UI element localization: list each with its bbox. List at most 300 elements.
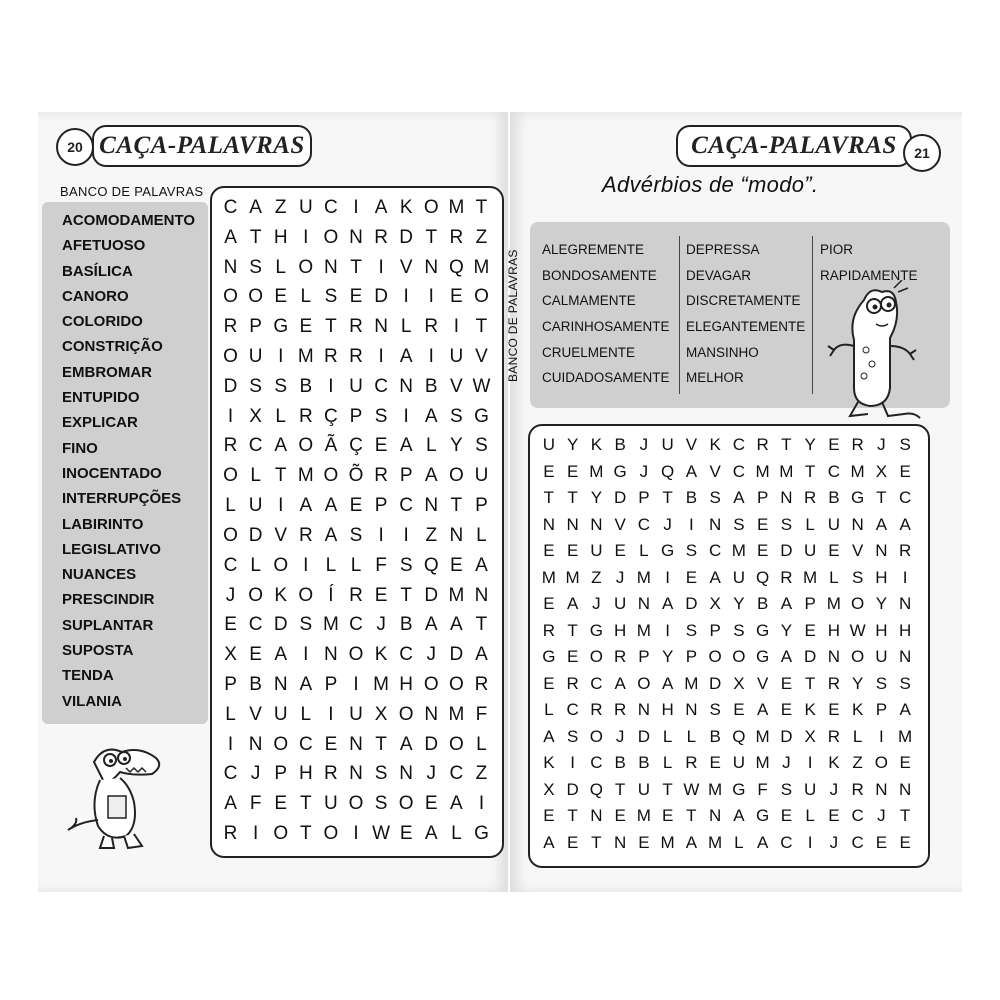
grid-letter: R xyxy=(298,524,313,546)
grid-letter: E xyxy=(780,673,793,693)
word-bank-item: ELEGANTEMENTE xyxy=(686,319,806,335)
word-bank-item: AFETUOSO xyxy=(62,237,146,255)
grid-letter: N xyxy=(349,226,363,248)
right-page-title: CAÇA-PALAVRAS xyxy=(676,125,912,167)
word-bank-item: VILANIA xyxy=(62,692,122,710)
grid-letter: S xyxy=(899,435,911,455)
grid-letter: A xyxy=(299,673,313,695)
grid-letter: P xyxy=(756,488,769,508)
grid-letter: B xyxy=(399,614,413,636)
grid-letter: A xyxy=(899,514,911,534)
grid-letter: I xyxy=(403,405,409,427)
grid-letter: O xyxy=(248,584,264,606)
grid-letter: Ç xyxy=(324,405,338,427)
grid-letter: I xyxy=(252,823,259,845)
grid-letter: I xyxy=(278,495,284,517)
grid-letter: D xyxy=(223,375,238,397)
grid-letter: T xyxy=(325,316,337,338)
grid-letter: B xyxy=(614,435,626,455)
grid-letter: T xyxy=(375,733,387,755)
grid-letter: U xyxy=(324,793,338,815)
grid-letter: U xyxy=(349,703,363,725)
grid-letter: E xyxy=(399,823,413,845)
right-page-subtitle: Advérbios de “modo”. xyxy=(602,172,819,197)
grid-letter: E xyxy=(374,584,388,606)
grid-letter: Q xyxy=(589,779,603,799)
grid-letter: V xyxy=(249,703,262,725)
grid-letter: D xyxy=(708,673,722,693)
grid-letter: M xyxy=(708,832,723,852)
grid-letter: I xyxy=(227,733,234,755)
grid-letter: U xyxy=(732,753,746,773)
word-bank-item: BASÍLICA xyxy=(62,262,133,280)
grid-letter: R xyxy=(851,779,864,799)
grid-letter: M xyxy=(731,541,746,561)
grid-letter: E xyxy=(374,435,388,457)
word-bank-item: COLORIDO xyxy=(62,313,143,331)
grid-letter: I xyxy=(879,726,884,746)
grid-letter: N xyxy=(424,256,439,278)
grid-letter: I xyxy=(403,286,409,308)
grid-letter: O xyxy=(223,465,238,487)
grid-letter: E xyxy=(543,806,555,826)
grid-letter: A xyxy=(475,644,488,666)
grid-letter: I xyxy=(453,316,459,338)
grid-letter: N xyxy=(248,733,263,755)
grid-letter: M xyxy=(660,832,675,852)
grid-letter: E xyxy=(756,514,769,534)
grid-letter: E xyxy=(733,700,745,720)
grid-letter: L xyxy=(225,495,236,517)
grid-letter: E xyxy=(804,620,816,640)
grid-letter: C xyxy=(732,435,746,455)
grid-letter: R xyxy=(590,700,603,720)
grid-letter: A xyxy=(424,465,438,487)
grid-letter: T xyxy=(475,614,488,636)
grid-letter: B xyxy=(685,488,698,508)
grid-letter: F xyxy=(475,703,488,725)
grid-letter: P xyxy=(475,495,488,517)
grid-letter: D xyxy=(399,226,414,248)
grid-letter: E xyxy=(543,594,555,614)
grid-letter: S xyxy=(733,514,745,534)
grid-letter: K xyxy=(543,753,555,773)
grid-letter: L xyxy=(275,405,286,427)
word-bank-item: CRUELMENTE xyxy=(542,344,636,360)
grid-letter: C xyxy=(827,461,841,481)
grid-letter: Q xyxy=(423,554,439,576)
grid-letter: S xyxy=(899,673,911,693)
grid-letter: R xyxy=(827,726,841,746)
grid-letter: V xyxy=(709,461,721,481)
grid-letter: I xyxy=(403,524,409,546)
grid-letter: L xyxy=(544,700,554,720)
grid-letter: R xyxy=(613,700,627,720)
grid-letter: B xyxy=(249,673,262,695)
grid-letter: X xyxy=(733,673,745,693)
grid-letter: I xyxy=(570,753,575,773)
grid-letter: R xyxy=(324,763,338,785)
grid-letter: V xyxy=(756,673,769,693)
grid-letter: M xyxy=(373,673,389,695)
grid-letter: E xyxy=(324,733,338,755)
grid-letter: L xyxy=(350,554,362,576)
grid-letter: K xyxy=(274,584,288,606)
grid-letter: A xyxy=(614,673,626,693)
grid-letter: T xyxy=(804,673,816,693)
grid-letter: T xyxy=(300,823,312,845)
lizard-mascot-icon xyxy=(824,280,928,426)
grid-letter: E xyxy=(543,461,555,481)
grid-letter: G xyxy=(589,620,603,640)
left-word-bank xyxy=(62,208,195,714)
grid-letter: K xyxy=(374,644,388,666)
left-page-number: 20 xyxy=(56,128,94,166)
grid-letter: A xyxy=(450,614,463,636)
grid-letter: S xyxy=(875,673,888,693)
grid-letter: K xyxy=(804,700,816,720)
grid-letter: L xyxy=(325,554,337,576)
grid-letter: R xyxy=(223,435,238,457)
grid-letter: Q xyxy=(756,567,770,587)
grid-letter: T xyxy=(274,465,287,487)
grid-letter: S xyxy=(780,779,793,799)
right-page-number: 21 xyxy=(903,134,941,172)
grid-letter: T xyxy=(450,495,463,517)
grid-letter: Y xyxy=(590,488,603,508)
grid-letter: C xyxy=(590,753,603,773)
grid-letter: U xyxy=(803,541,817,561)
grid-letter: T xyxy=(614,779,626,799)
grid-letter: E xyxy=(349,286,363,308)
grid-letter: N xyxy=(708,514,722,534)
grid-letter: E xyxy=(899,461,911,481)
grid-letter: D xyxy=(248,524,263,546)
grid-letter: E xyxy=(566,647,579,667)
grid-letter: A xyxy=(224,793,237,815)
grid-letter: R xyxy=(223,316,238,338)
grid-letter: C xyxy=(298,733,313,755)
grid-letter: U xyxy=(827,514,841,534)
word-col-divider-1 xyxy=(679,236,680,394)
grid-letter: H xyxy=(875,620,888,640)
grid-letter: I xyxy=(478,793,485,815)
grid-letter: O xyxy=(323,465,339,487)
grid-letter: R xyxy=(542,620,556,640)
grid-letter: I xyxy=(902,567,908,587)
grid-letter: N xyxy=(637,594,651,614)
grid-letter: W xyxy=(472,375,491,397)
grid-letter: U xyxy=(298,196,313,218)
grid-letter: D xyxy=(424,733,439,755)
grid-letter: U xyxy=(590,541,603,561)
grid-letter: P xyxy=(638,647,650,667)
grid-letter: E xyxy=(424,793,438,815)
grid-letter: D xyxy=(566,779,579,799)
grid-letter: J xyxy=(250,763,261,785)
grid-letter: N xyxy=(590,806,603,826)
word-bank-item: NUANCES xyxy=(62,566,137,584)
grid-letter: B xyxy=(638,753,650,773)
grid-letter: N xyxy=(898,594,912,614)
grid-letter: J xyxy=(592,594,601,614)
grid-letter: Y xyxy=(851,673,864,693)
word-bank-item: MANSINHO xyxy=(686,344,759,360)
grid-letter: M xyxy=(297,345,314,367)
grid-letter: Z xyxy=(591,567,602,587)
grid-letter: Y xyxy=(450,435,463,457)
grid-letter: I xyxy=(378,524,384,546)
grid-letter: T xyxy=(350,256,362,278)
grid-letter: A xyxy=(756,700,769,720)
grid-letter: I xyxy=(428,345,434,367)
grid-letter: M xyxy=(636,620,651,640)
grid-letter: I xyxy=(353,823,359,845)
grid-letter: D xyxy=(803,647,817,667)
grid-letter: P xyxy=(249,316,262,338)
grid-letter: E xyxy=(566,461,579,481)
grid-letter: J xyxy=(782,753,791,773)
grid-letter: E xyxy=(274,793,288,815)
grid-letter: P xyxy=(274,763,288,785)
grid-letter: M xyxy=(850,461,865,481)
grid-letter: L xyxy=(225,703,236,725)
grid-letter: V xyxy=(274,524,288,546)
grid-letter: O xyxy=(348,644,364,666)
word-bank-item: LEGISLATIVO xyxy=(62,540,161,558)
grid-letter: Y xyxy=(875,594,888,614)
grid-letter: P xyxy=(224,673,237,695)
grid-letter: P xyxy=(324,673,338,695)
grid-letter: E xyxy=(875,832,888,852)
right-letter-grid xyxy=(537,432,917,856)
grid-letter: A xyxy=(324,495,338,517)
grid-letter: J xyxy=(639,461,649,481)
grid-letter: O xyxy=(474,286,489,308)
grid-letter: A xyxy=(543,726,555,746)
grid-letter: S xyxy=(324,286,338,308)
word-bank-item: INOCENTADO xyxy=(62,464,162,482)
word-bank-item: ACOMODAMENTO xyxy=(62,212,196,229)
grid-letter: K xyxy=(399,196,413,218)
grid-letter: J xyxy=(615,726,625,746)
grid-letter: A xyxy=(661,673,674,693)
grid-letter: P xyxy=(374,495,388,517)
grid-letter: S xyxy=(249,375,262,397)
grid-letter: U xyxy=(613,594,627,614)
grid-letter: O xyxy=(589,726,603,746)
grid-letter: M xyxy=(636,567,651,587)
grid-letter: I xyxy=(303,554,309,576)
grid-letter: C xyxy=(732,461,746,481)
grid-letter: O xyxy=(448,465,464,487)
grid-letter: J xyxy=(426,763,437,785)
grid-letter: I xyxy=(353,673,359,695)
grid-letter: L xyxy=(852,726,863,746)
grid-letter: J xyxy=(376,614,386,636)
grid-letter: O xyxy=(589,647,603,667)
word-bank-item: BONDOSAMENTE xyxy=(542,267,657,283)
grid-letter: C xyxy=(349,614,363,636)
grid-letter: Q xyxy=(448,256,464,278)
grid-letter: Z xyxy=(475,763,488,785)
grid-letter: E xyxy=(828,806,840,826)
grid-letter: V xyxy=(475,345,488,367)
grid-letter: S xyxy=(349,524,363,546)
word-bank-item: ALEGREMENTE xyxy=(542,242,645,257)
grid-letter: Q xyxy=(661,461,675,481)
grid-letter: E xyxy=(274,286,288,308)
grid-letter: N xyxy=(324,644,338,666)
grid-letter: S xyxy=(851,567,864,587)
word-bank-item: DEVAGAR xyxy=(686,267,752,283)
grid-letter: Q xyxy=(732,726,746,746)
grid-letter: A xyxy=(399,733,413,755)
grid-letter: M xyxy=(684,673,699,693)
grid-letter: V xyxy=(685,435,698,455)
grid-letter: O xyxy=(273,823,289,845)
grid-letter: A xyxy=(274,644,288,666)
grid-letter: T xyxy=(475,196,488,218)
grid-letter: A xyxy=(249,196,262,218)
right-bank-label: BANCO DE PALAVRAS xyxy=(506,249,520,382)
right-word-col-2 xyxy=(686,237,805,391)
grid-letter: M xyxy=(755,726,770,746)
grid-letter: D xyxy=(637,726,651,746)
grid-letter: O xyxy=(223,524,238,546)
grid-letter: N xyxy=(898,647,912,667)
grid-letter: I xyxy=(303,226,309,248)
grid-letter: F xyxy=(249,793,262,815)
grid-letter: A xyxy=(780,647,793,667)
grid-letter: U xyxy=(474,465,489,487)
grid-letter: G xyxy=(756,806,770,826)
grid-letter: Y xyxy=(661,647,674,667)
grid-letter: W xyxy=(849,620,866,640)
grid-letter: J xyxy=(426,644,437,666)
grid-letter: M xyxy=(473,256,490,278)
grid-letter: M xyxy=(636,806,651,826)
grid-letter: M xyxy=(322,614,339,636)
grid-letter: I xyxy=(353,196,359,218)
grid-letter: Y xyxy=(733,594,745,614)
grid-letter: E xyxy=(899,832,911,852)
grid-letter: L xyxy=(686,726,697,746)
grid-letter: A xyxy=(875,514,888,534)
grid-letter: A xyxy=(424,823,438,845)
grid-letter: E xyxy=(756,541,769,561)
grid-letter: N xyxy=(374,316,388,338)
grid-letter: U xyxy=(273,703,288,725)
grid-letter: R xyxy=(349,584,363,606)
word-bank-item: FINO xyxy=(62,439,98,457)
grid-letter: H xyxy=(273,226,288,248)
grid-letter: M xyxy=(448,196,465,218)
grid-letter: E xyxy=(543,673,555,693)
grid-letter: S xyxy=(374,793,388,815)
grid-letter: E xyxy=(450,286,463,308)
grid-letter: R xyxy=(756,435,769,455)
grid-letter: O xyxy=(223,286,238,308)
grid-letter: T xyxy=(400,584,412,606)
grid-letter: K xyxy=(709,435,721,455)
grid-letter: O xyxy=(732,647,746,667)
grid-letter: A xyxy=(566,594,579,614)
grid-letter: E xyxy=(780,700,793,720)
grid-letter: C xyxy=(566,700,579,720)
grid-letter: M xyxy=(589,461,604,481)
grid-letter: R xyxy=(851,435,864,455)
grid-letter: I xyxy=(665,620,670,640)
grid-letter: T xyxy=(662,779,673,799)
right-word-col-1 xyxy=(542,237,670,391)
grid-letter: E xyxy=(566,832,579,852)
grid-letter: E xyxy=(780,806,793,826)
grid-letter: S xyxy=(685,620,698,640)
grid-letter: I xyxy=(227,405,234,427)
grid-letter: A xyxy=(756,832,769,852)
grid-letter: O xyxy=(348,793,364,815)
left-page-title: CAÇA-PALAVRAS xyxy=(92,125,312,167)
grid-letter: M xyxy=(297,465,314,487)
grid-letter: H xyxy=(875,567,888,587)
grid-letter: M xyxy=(803,567,818,587)
grid-letter: N xyxy=(851,514,864,534)
grid-letter: C xyxy=(399,495,414,517)
grid-letter: A xyxy=(709,567,721,587)
grid-letter: A xyxy=(685,461,698,481)
grid-letter: S xyxy=(685,541,698,561)
grid-letter: G xyxy=(756,647,770,667)
grid-letter: S xyxy=(374,763,388,785)
grid-letter: N xyxy=(324,256,338,278)
grid-letter: S xyxy=(780,514,793,534)
grid-letter: C xyxy=(324,196,338,218)
word-bank-item: EXPLICAR xyxy=(62,414,138,432)
grid-letter: X xyxy=(249,405,262,427)
grid-letter: R xyxy=(827,673,841,693)
grid-letter: A xyxy=(374,196,388,218)
grid-letter: O xyxy=(298,256,314,278)
grid-letter: M xyxy=(448,703,465,725)
grid-letter: L xyxy=(734,832,744,852)
grid-letter: G xyxy=(732,779,746,799)
grid-letter: L xyxy=(250,465,261,487)
grid-letter: A xyxy=(424,614,438,636)
grid-letter: N xyxy=(875,779,888,799)
grid-letter: N xyxy=(223,256,238,278)
word-bank-item: PIOR xyxy=(820,242,854,257)
grid-letter: Õ xyxy=(348,465,364,487)
grid-letter: R xyxy=(474,673,489,695)
word-bank-item: ENTUPIDO xyxy=(62,389,140,407)
grid-letter: Z xyxy=(475,226,488,248)
grid-letter: B xyxy=(614,753,626,773)
grid-letter: C xyxy=(590,673,603,693)
grid-letter: U xyxy=(248,495,263,517)
grid-letter: H xyxy=(399,673,414,695)
grid-letter: A xyxy=(685,832,698,852)
grid-letter: B xyxy=(424,375,438,397)
grid-letter: A xyxy=(299,495,313,517)
grid-letter: L xyxy=(275,256,286,278)
grid-letter: O xyxy=(448,673,464,695)
grid-letter: T xyxy=(591,832,602,852)
left-bank-label: BANCO DE PALAVRAS xyxy=(60,184,204,199)
grid-letter: D xyxy=(273,614,288,636)
grid-letter: M xyxy=(755,753,770,773)
grid-letter: F xyxy=(757,779,768,799)
